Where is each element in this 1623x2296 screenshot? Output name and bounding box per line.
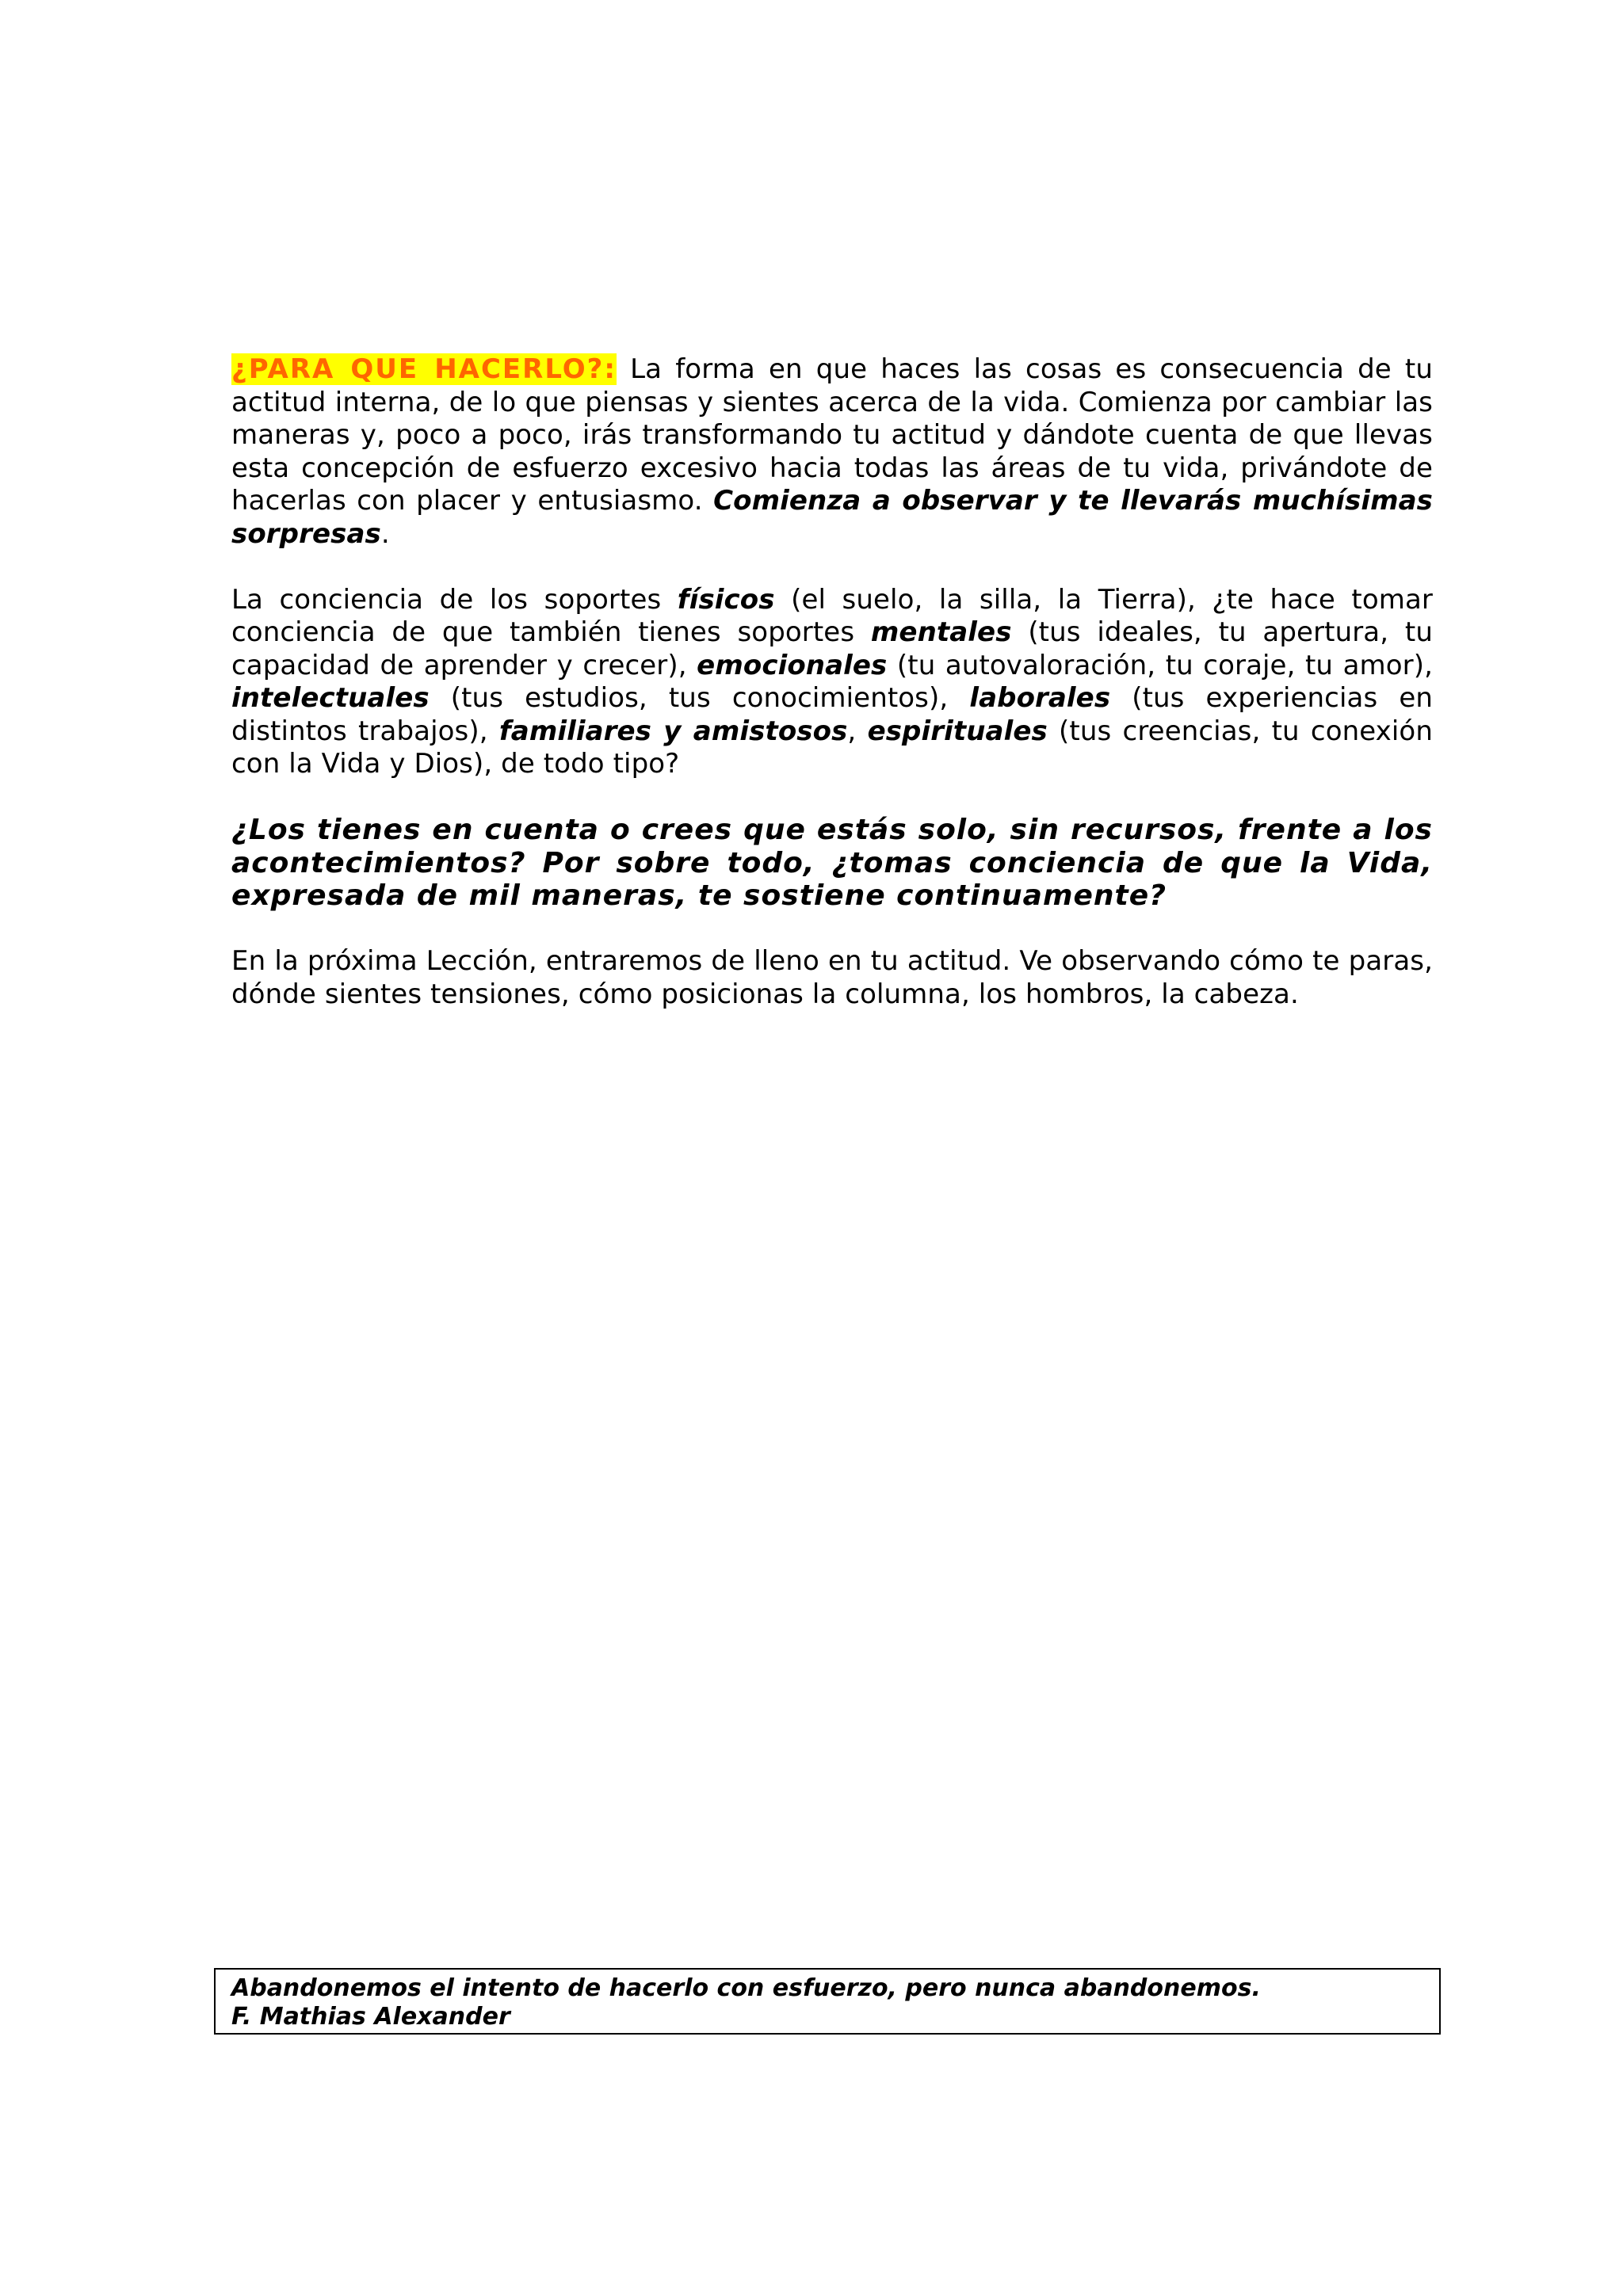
text-segment: (el suelo, la silla, la Tierra), ¿te hace tomar conciencia de que también tienes soportes [231,583,1433,648]
paragraph-text-end: . [380,517,390,550]
emphasis-physical: físicos [677,583,775,616]
emphasis-text: Comienza a observar y te llevarás muchísimas sorpresas [231,485,1434,550]
paragraph-supports [231,584,1433,781]
emphasis-spiritual: espirituales [867,715,1048,747]
paragraph-text: La forma en que haces las cosas es consecuencia de tu actitud interna, de lo que piensas y sientes acerca de la vida. Comienza por cambiar las maneras y, poco a poco, irás transformando tu actitud y dándote cuenta de que llevas esta concepción de esfuerzo excesivo hacia todas las áreas de tu vida, privándote de hacerlas con placer y entusiasmo. [231,353,1433,517]
quote-author: F. Mathias Alexander [231,2003,510,2031]
text-segment: (tus estudios, tus conocimientos), [429,682,970,714]
paragraph-next-lesson: En la próxima Lección, entraremos de lleno en tu actitud. Ve observando cómo te paras, dónde sientes tensiones, cómo posicionas la columna, los hombros, la cabeza. [231,945,1433,1010]
emphasis-emotional: emocionales [697,649,888,681]
emphasis-family: familiares y amistosos [498,715,848,747]
text-segment: (tus experiencias en distintos trabajos), [231,682,1433,747]
emphasis-work: laborales [969,682,1111,714]
emphasis-intellectual: intelectuales [231,682,430,714]
quote-box [214,1968,1441,2035]
text-segment: (tu autovaloración, tu coraje, tu amor), [887,649,1433,681]
document-body [231,353,1433,1011]
text-segment: La conciencia de los soportes [231,583,678,616]
text-segment: (tus ideales, tu apertura, tu capacidad de aprender y crecer), [231,616,1434,681]
text-segment: (tus creencias, tu conexión con la Vida y Dios), de todo tipo? [231,715,1433,780]
emphasis-mental: mentales [870,616,1012,648]
text-segment: , [847,715,868,747]
paragraph-why-do-it [231,353,1433,551]
quote-text: Abandonemos el intento de hacerlo con esfuerzo, pero nunca abandonemos. [231,1974,1261,2002]
section-label: ¿PARA QUE HACERLO?: [231,353,617,385]
paragraph-question: ¿Los tienes en cuenta o crees que estás solo, sin recursos, frente a los acontecimientos? Por sobre todo, ¿tomas conciencia de que la Vida, expresada de mil maneras, te sostiene continuamente? [231,814,1433,912]
